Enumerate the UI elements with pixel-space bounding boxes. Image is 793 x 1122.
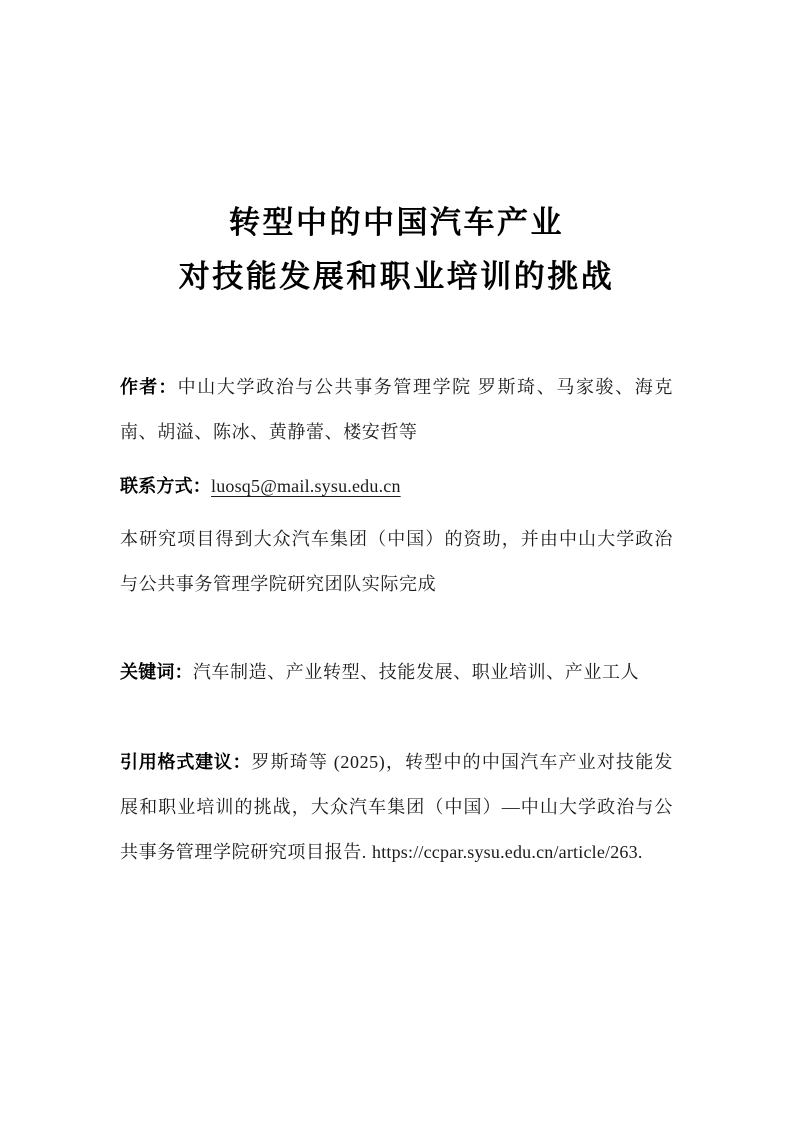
citation-suffix: .	[637, 842, 643, 862]
contact-label: 联系方式：	[120, 476, 211, 496]
keywords-text: 汽车制造、产业转型、技能发展、职业培训、产业工人	[192, 662, 640, 682]
citation-url: https://ccpar.sysu.edu.cn/article/263	[372, 842, 638, 862]
page-title	[120, 196, 673, 304]
funding-note-paragraph	[120, 517, 673, 607]
contact-email-link[interactable]: luosq5@mail.sysu.edu.cn	[211, 476, 401, 496]
authors-text: 中山大学政治与公共事务管理学院 罗斯琦、马家骏、海克南、胡溢、陈冰、黄静蕾、楼安哲等	[120, 377, 673, 442]
citation-paragraph	[120, 740, 673, 875]
keywords-paragraph	[120, 650, 673, 695]
funding-note-text: 本研究项目得到大众汽车集团（中国）的资助，并由中山大学政治与公共事务管理学院研究团队实际完成	[120, 529, 673, 594]
title-line-2: 对技能发展和职业培训的挑战	[178, 259, 615, 294]
title-line-1: 转型中的中国汽车产业	[229, 205, 564, 240]
authors-label: 作者：	[120, 377, 178, 397]
citation-label: 引用格式建议：	[120, 752, 252, 772]
contact-paragraph	[120, 464, 673, 509]
authors-paragraph	[120, 365, 673, 455]
citation-text: 罗斯琦等 (2025)，转型中的中国汽车产业对技能发展和职业培训的挑战，大众汽车集团（中国）—中山大学政治与公共事务管理学院研究项目报告.	[120, 752, 673, 862]
keywords-label: 关键词：	[120, 662, 193, 682]
